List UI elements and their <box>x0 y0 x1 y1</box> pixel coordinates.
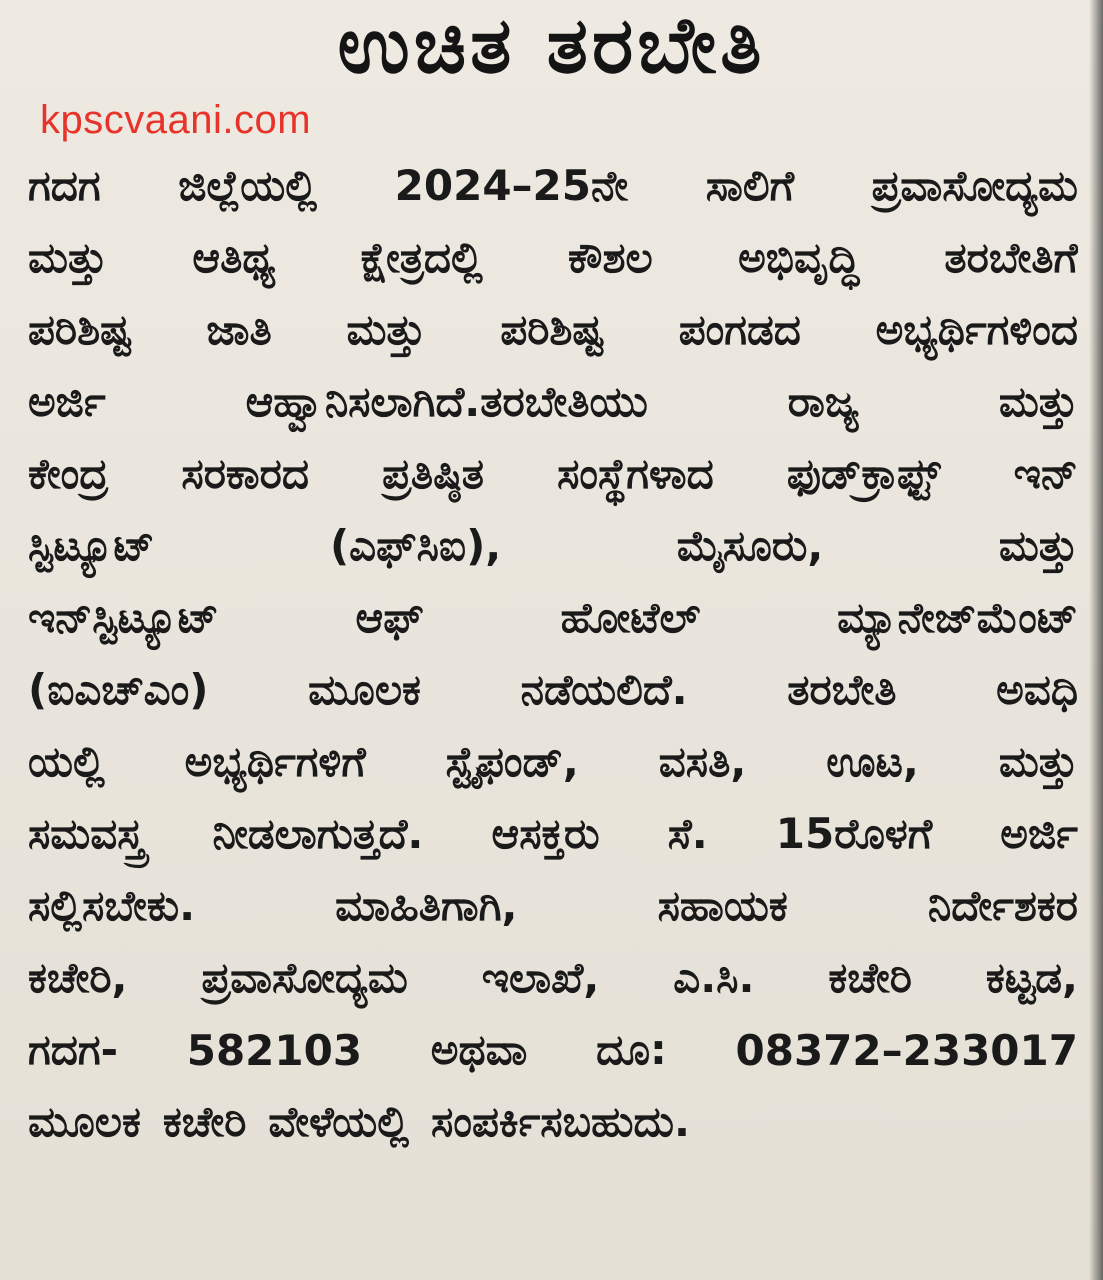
article-word: ಅವಧಿ <box>996 665 1078 714</box>
article-word: 08372–233017 <box>735 1025 1078 1075</box>
article-line <box>28 510 1078 582</box>
article-body <box>28 150 1078 1158</box>
article-line <box>28 438 1078 510</box>
article-word: ಮೈಸೂರು, <box>676 521 824 570</box>
article-word: 2024–25ನೇ <box>394 161 629 210</box>
article-word: ಮತ್ತು <box>998 737 1078 786</box>
article-line <box>28 870 1078 942</box>
article-word: ಅರ್ಜಿ <box>1000 809 1078 858</box>
article-line <box>28 582 1078 654</box>
article-word: ಅಭ್ಯರ್ಥಿಗಳಿಗೆ <box>184 737 366 786</box>
article-word: ಕೇಂದ್ರ <box>28 449 109 498</box>
article-word: ಸಂಪರ್ಕಿಸಬಹುದು. <box>431 1097 690 1146</box>
article-word: ಮತ್ತು <box>28 233 108 282</box>
article-word: ಜಾತಿ <box>206 305 272 354</box>
article-word: ನಿರ್ದೇಶಕರ <box>927 881 1078 930</box>
article-word: ಸಹಾಯಕ <box>657 881 788 930</box>
article-word: ಪ್ರವಾಸೋದ್ಯಮ <box>201 953 408 1002</box>
article-word: ಊಟ, <box>826 737 919 786</box>
article-line <box>28 942 1078 1014</box>
article-line <box>28 294 1078 366</box>
article-word: ಗದಗ <box>28 161 101 210</box>
watermark-site-name: kpscvaani.com <box>40 98 312 142</box>
article-word: ಸಲ್ಲಿಸಬೇಕು. <box>28 881 196 930</box>
article-word: ವಸತಿ, <box>658 737 747 786</box>
article-word: 582103 <box>186 1025 363 1075</box>
article-word: ಕಚೇರಿ <box>162 1097 247 1146</box>
article-word: ಕಟ್ಟಡ, <box>985 953 1078 1002</box>
article-line <box>28 222 1078 294</box>
article-line <box>28 366 1078 438</box>
article-word: ಅಭ್ಯರ್ಥಿಗಳಿಂದ <box>875 305 1078 354</box>
article-word: ಕೌಶಲ <box>568 233 653 282</box>
article-line <box>28 726 1078 798</box>
article-word: ಫುಡ್‌ಕ್ರಾಫ್ಟ್ <box>786 449 941 498</box>
article-word: ಸರಕಾರದ <box>181 449 309 498</box>
article-word: ಕ್ಷೇತ್ರದಲ್ಲಿ <box>360 233 483 282</box>
article-word: ಇಲಾಖೆ, <box>481 953 600 1002</box>
article-word: ಹೋಟೆಲ್ <box>560 593 701 642</box>
scan-edge-shadow <box>1089 0 1103 1280</box>
article-word: ವೇಳೆಯಲ್ಲಿ <box>268 1097 410 1146</box>
article-word: ಮತ್ತು <box>346 305 426 354</box>
article-word: ಅಭಿವೃದ್ಧಿ <box>738 233 860 282</box>
article-word: ಜಿಲ್ಲೆಯಲ್ಲಿ <box>178 161 318 210</box>
article-word: ರಾಜ್ಯ <box>787 377 859 426</box>
article-word: ಮತ್ತು <box>998 377 1078 426</box>
article-word: ಸಂಸ್ಥೆಗಳಾದ <box>557 449 714 498</box>
article-word: ಮತ್ತು <box>998 521 1078 570</box>
article-line <box>28 798 1078 870</box>
article-word: 15ರೊಳಗೆ <box>775 809 933 858</box>
article-word: ನಡೆಯಲಿದೆ. <box>520 665 688 714</box>
article-word: ತರಬೇತಿಗೆ <box>944 233 1078 282</box>
headline: ಉಚಿತ ತರಬೇತಿ <box>337 1 766 91</box>
article-word: ಇನ್ <box>1013 449 1078 498</box>
article-word: ಕಚೇರಿ, <box>28 953 128 1002</box>
article-word: ದೂ: <box>596 1025 667 1074</box>
article-word: ಮೂಲಕ <box>28 1097 141 1146</box>
article-word: ಆಹ್ವಾನಿಸಲಾಗಿದೆ.ತರಬೇತಿಯು <box>245 377 648 426</box>
article-word: ಸ್ಟೈಫಂಡ್, <box>445 737 579 786</box>
article-word: ಇನ್‌ಸ್ಟಿಟ್ಯೂಟ್ <box>28 593 219 642</box>
article-word: ಪರಿಶಿಷ್ಟ <box>500 305 605 354</box>
article-word: ತರಬೇತಿ <box>787 665 897 714</box>
article-word: ಪರಿಶಿಷ್ಟ <box>28 305 132 354</box>
article-word: ಅಥವಾ <box>430 1025 528 1074</box>
article-word: ಪ್ರತಿಷ್ಠಿತ <box>382 449 484 498</box>
article-word: ಮಾಹಿತಿಗಾಗಿ, <box>335 881 518 930</box>
article-word: ಪ್ರವಾಸೋದ್ಯಮ <box>871 161 1078 210</box>
article-line <box>28 1014 1078 1086</box>
article-word: ಆಸಕ್ತರು <box>491 809 600 858</box>
article-word: ಎ.ಸಿ. <box>673 953 755 1002</box>
article-word: ಸಾಲಿಗೆ <box>705 161 795 210</box>
article-line <box>28 654 1078 726</box>
article-word: ಆಫ್ <box>355 593 424 642</box>
article-word: ಗದಗ- <box>28 1025 119 1074</box>
article-word: (ಐಎಚ್‌ಎಂ) <box>28 665 209 714</box>
article-word: ನೀಡಲಾಗುತ್ತದೆ. <box>212 809 424 858</box>
article-line <box>28 150 1078 222</box>
article-word: ಯಲ್ಲಿ <box>28 737 105 786</box>
article-word: ಆತಿಥ್ಯ <box>192 233 276 282</box>
article-line <box>28 1086 1078 1158</box>
article-word: ಮೂಲಕ <box>308 665 421 714</box>
article-word: ಅರ್ಜಿ <box>28 377 106 426</box>
article-word: ಪಂಗಡದ <box>678 305 801 354</box>
article-word: ಮ್ಯಾನೇಜ್‌ಮೆಂಟ್ <box>837 593 1078 642</box>
article-word: ಸೆ. <box>667 809 708 858</box>
article-word: ಸಮವಸ್ತ್ರ <box>28 809 145 858</box>
article-word: ಕಚೇರಿ <box>828 953 912 1002</box>
article-word: (ಎಫ್‌ಸಿಐ), <box>329 521 502 570</box>
article-word: ಸ್ಟಿಟ್ಯೂಟ್ <box>28 521 155 570</box>
